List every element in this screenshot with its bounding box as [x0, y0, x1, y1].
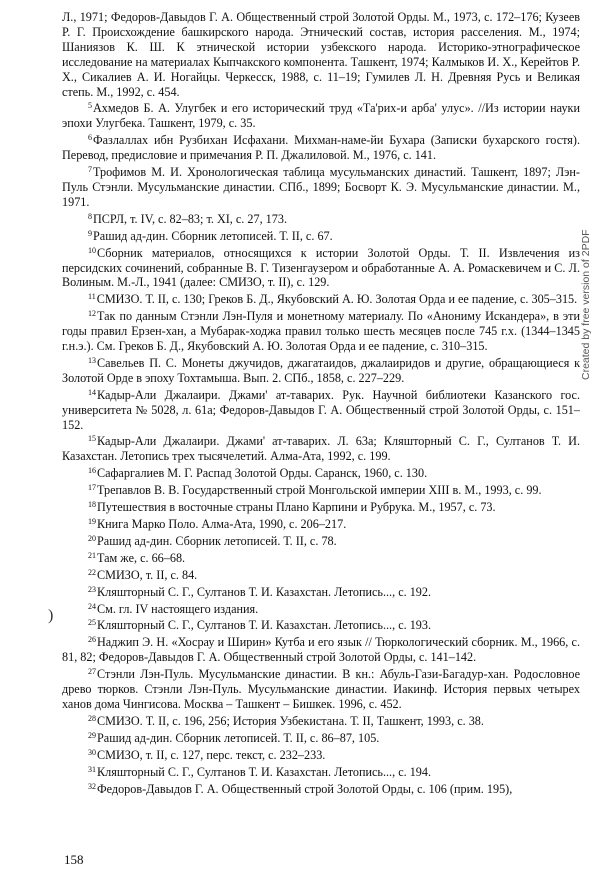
footnote-number: 11 — [88, 292, 96, 302]
footnote — [62, 763, 580, 780]
footnote — [62, 729, 580, 746]
footnote-number: 9 — [88, 228, 92, 238]
footnote — [62, 131, 580, 163]
footnote-number: 26 — [88, 635, 96, 645]
footnote-number: 32 — [88, 781, 96, 791]
footnote — [62, 665, 580, 712]
footnote-number: 22 — [88, 567, 96, 577]
footnote — [62, 307, 580, 354]
footnote-number: 25 — [88, 618, 96, 628]
footnote-number: 13 — [88, 355, 96, 365]
footnote-text: Сборник материалов, относящихся к истории Золотой Орды. Т. II. Извлечения из персидских сочинений, собранные В. Г. Тизенгаузером и обработанные А. А. Ромаскевичем и С. Л. Волиным. М.-Л., 1941 (далее: СМИЗО, т. II), с. 129. — [62, 245, 580, 290]
footnote — [62, 244, 580, 291]
footnote-text: СМИЗО, т. II, с. 84. — [97, 567, 198, 582]
footnote-text: Кляшторный С. Г., Султанов Т. И. Казахстан. Летопись..., с. 192. — [97, 584, 432, 599]
footnote — [62, 515, 580, 532]
footnote — [62, 386, 580, 433]
footnote — [62, 464, 580, 481]
footnote-number: 30 — [88, 747, 96, 757]
footnote — [62, 99, 580, 131]
footnote-text: См. гл. IV настоящего издания. — [97, 601, 259, 616]
footnote-text: СМИЗО. Т. II, с. 196, 256; История Узбекистана. Т. II, Ташкент, 1993, с. 38. — [97, 713, 484, 728]
footnote-text: Рашид ад-дин. Сборник летописей. Т. II, с. 78. — [97, 533, 337, 548]
footnote-number: 23 — [88, 584, 96, 594]
footnote-text: Трофимов М. И. Хронологическая таблица мусульманских династий. Ташкент, 1897; Лэн-Пуль Стэнли. Мусульманские династии. СПб., 1899; Босворт К. Э. Мусульманские династии. М., 1971. — [62, 165, 580, 209]
footnote-text: Наджип Э. Н. «Хосрау и Ширин» Кутба и его язык // Тюркологический сборник. М., 1966, с. 81, 82; Федоров-Давыдов Г. А. Общественный строй Золотой Орды, с. 141–142. — [62, 635, 580, 665]
page-number: 158 — [64, 852, 84, 867]
footnote-text: Так по данным Стэнли Лэн-Пуля и монетному материалу. По «Анониму Искандера», в эти годы правил Ерзен-хан, а Мубарак-ходжа правил только шесть месяцев после 745 г.х. (1344–1345 г.н.э.). См. Греков Б. Д., Якубовский А. Ю. Золотая Орда и ее падение, с. 310–315. — [62, 309, 580, 354]
footnote-number: 8 — [88, 211, 92, 221]
footnote-number: 16 — [88, 466, 96, 476]
footnote-number: 20 — [88, 533, 96, 543]
footnote-number: 7 — [88, 165, 92, 175]
footnote-number: 28 — [88, 713, 96, 723]
footnote-text: Л., 1971; Федоров-Давыдов Г. А. Общественный строй Золотой Орды. М., 1973, с. 172–176; Кузеев Р. Г. Происхождение башкирского народа. Этнический состав, история расселения. М., 1974; Шаниязов К. Ш. К этнической истории узбекского народа. Историко-этнографическое исследование на материалах Кыпчакского компонента. Ташкент, 1974; Калмыков И. Х., Керейтов Р. Х., Сикалиев А. И. Ногайцы. Черкесск, 1988, с. 11–19; Гумилев Л. Н. Древняя Русь и Великая степь. М., 1992, с. 454. — [62, 10, 580, 99]
footnote-text: Сафаргалиев М. Г. Распад Золотой Орды. Саранск, 1960, с. 130. — [97, 466, 428, 481]
footnote-text: Ахмедов Б. А. Улугбек и его исторический труд «Та'рих-и арба' улус». //Из истории науки эпохи Улугбека. Ташкент, 1979, с. 35. — [62, 101, 580, 131]
footnote-number: 12 — [88, 309, 96, 319]
footnote-number: 18 — [88, 500, 96, 510]
footnote-number: 27 — [88, 667, 96, 677]
side-watermark: Created by free version of 2PDF — [580, 229, 592, 380]
footnote-number: 31 — [88, 764, 96, 774]
footnote-text: Кляшторный С. Г., Султанов Т. И. Казахстан. Летопись..., с. 194. — [97, 764, 432, 779]
footnote-number: 24 — [88, 601, 96, 611]
footnote-number: 29 — [88, 730, 96, 740]
footnote — [62, 227, 580, 244]
footnote-text: СМИЗО, т. II, с. 127, перс. текст, с. 232–233. — [97, 747, 326, 762]
footnote-text: Книга Марко Поло. Алма-Ата, 1990, с. 206–217. — [97, 517, 347, 531]
footnote-text: Федоров-Давыдов Г. А. Общественный строй Золотой Орды, с. 106 (прим. 195), — [97, 781, 513, 796]
footnote-text: Путешествия в восточные страны Плано Карпини и Рубрука. М., 1957, с. 73. — [97, 500, 496, 515]
footnote-number: 17 — [88, 483, 96, 493]
footnote-text: Рашид ад-дин. Сборник летописей. Т. II, с. 67. — [93, 228, 333, 243]
footnote-number: 10 — [88, 245, 96, 255]
footnote-text: Там же, с. 66–68. — [97, 550, 186, 565]
footnote — [62, 163, 580, 210]
footnote-number: 19 — [88, 517, 96, 526]
footnote — [62, 532, 580, 549]
footnote-text: ПСРЛ, т. IV, с. 82–83; т. XI, с. 27, 173. — [93, 211, 288, 226]
footnote-text: Кадыр-Али Джалаири. Джами' ат-таварих. Рук. Научной библиотеки Казанского гос. университета № 5028, л. 61а; Федоров-Давыдов Г. А. Общественный строй Золотой Орды, с. 151–152. — [62, 387, 580, 432]
footnote — [62, 354, 580, 386]
footnote — [62, 633, 580, 665]
footnote — [62, 780, 580, 797]
footnote — [62, 712, 580, 729]
footnote-text: СМИЗО. Т. II, с. 130; Греков Б. Д., Якубовский А. Ю. Золотая Орда и ее падение, с. 305–315. — [96, 292, 578, 307]
footnote-number: 6 — [88, 133, 92, 143]
footnote — [62, 290, 580, 307]
footnote — [62, 583, 580, 600]
footnote — [62, 210, 580, 227]
footnote-text: Трепавлов В. В. Государственный строй Монгольской империи XIII в. М., 1993, с. 99. — [97, 483, 542, 498]
footnote-text: Савельев П. С. Монеты джучидов, джагатаидов, джалаиридов и другие, обращающиеся к Золотой Орде в эпоху Тохтамыша. Вып. 2. СПб., 1858, с. 227–229. — [62, 355, 580, 385]
footnote-text: Рашид ад-дин. Сборник летописей. Т. II, с. 86–87, 105. — [97, 730, 380, 745]
footnote-number: 21 — [88, 550, 96, 560]
footnote — [62, 432, 580, 464]
footnote-text: Кляшторный С. Г., Султанов Т. И. Казахстан. Летопись..., с. 193. — [97, 618, 432, 633]
footnote — [62, 481, 580, 498]
footnote — [62, 600, 580, 617]
footnote — [62, 566, 580, 583]
footnote-number: 14 — [88, 387, 96, 397]
footnote-number: 15 — [88, 434, 96, 444]
footnote-text: Стэнли Лэн-Пуль. Мусульманские династии. В кн.: Абуль-Гази-Багадур-хан. Родословное древо тюрков. Стэнли Лэн-Пуль. Мусульманские династии. Иакинф. История первых четырех ханов дома Чингисова. Москва – Ташкент – Бишкек. 1996, с. 452. — [62, 667, 580, 711]
footnote — [62, 746, 580, 763]
footnote-text: Фазлаллах ибн Рузбихан Исфахани. Михман-наме-йи Бухара (Записки бухарского гостя). Перевод, предисловие и примечания Р. П. Джалиловой. М., 1976, с. 141. — [62, 133, 580, 163]
footnote-text: Кадыр-Али Джалаири. Джами' ат-таварих. Л. 63а; Кляшторный С. Г., Султанов Т. И. Казахстан. Летопись трех тысячелетий. Алма-Ата, 1992, с. 199. — [62, 434, 580, 464]
footnote — [62, 498, 580, 515]
footnotes-list — [62, 10, 580, 796]
footnote — [62, 616, 580, 633]
margin-bracket-mark: ) — [48, 607, 54, 624]
footnote-number: 5 — [88, 101, 92, 111]
footnote — [62, 549, 580, 566]
footnote — [62, 10, 580, 99]
